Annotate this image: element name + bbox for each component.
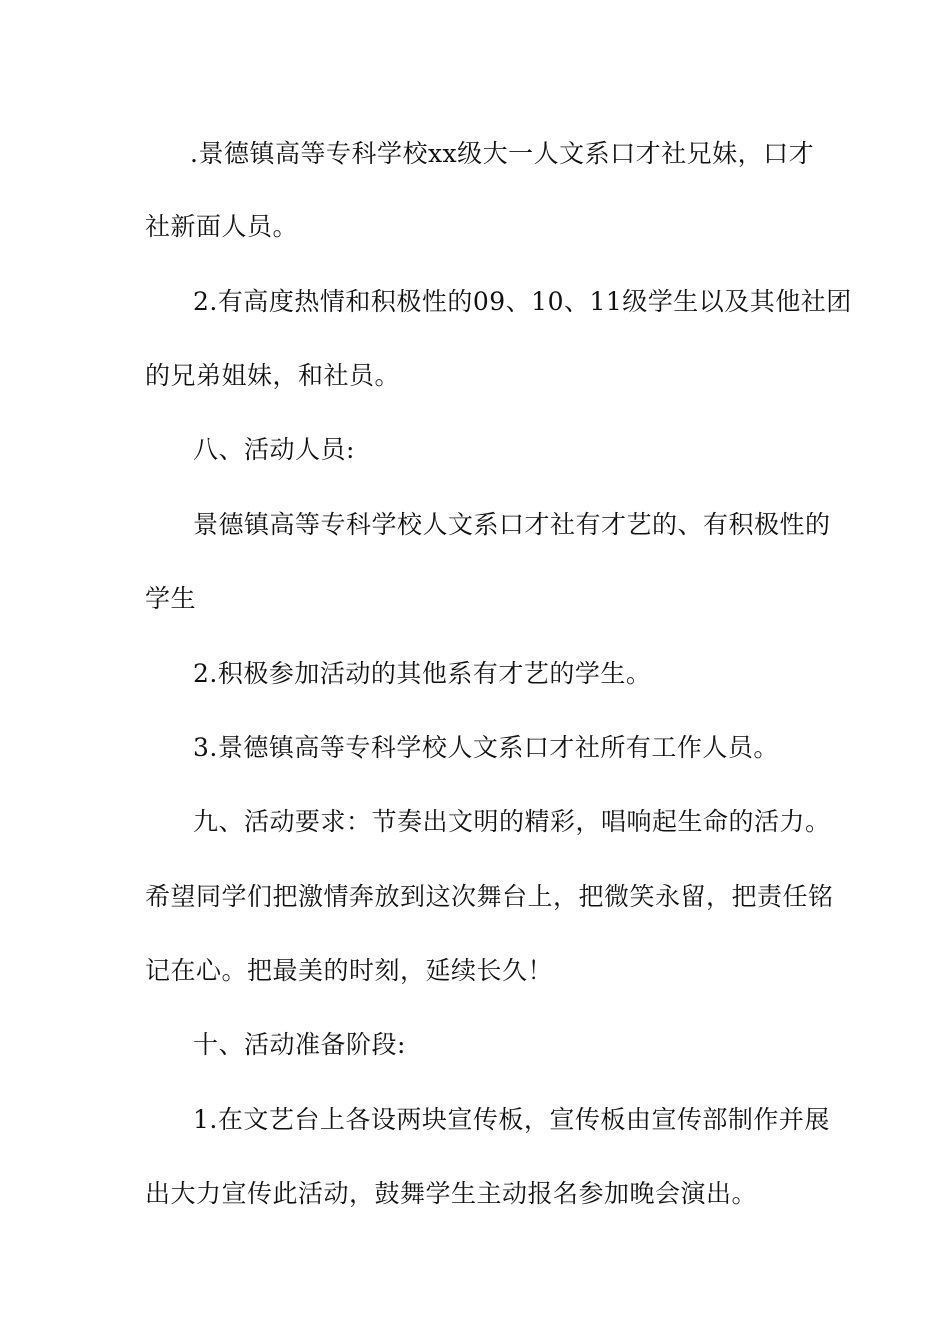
paragraph-line: 1.在文艺台上各设两块宣传板，宣传板由宣传部制作并展: [193, 1105, 830, 1134]
section-heading: 十、活动准备阶段:: [193, 1030, 406, 1059]
paragraph-line: 2.积极参加活动的其他系有才艺的学生。: [193, 659, 652, 688]
paragraph-line: .景德镇高等专科学校xx级大一人文系口才社兄妹，口才: [190, 139, 815, 168]
paragraph-line: 希望同学们把激情奔放到这次舞台上，把微笑永留，把责任铭: [145, 882, 834, 911]
paragraph-line: 景德镇高等专科学校人文系口才社有才艺的、有积极性的: [193, 510, 831, 539]
section-heading: 九、活动要求：节奏出文明的精彩，唱响起生命的活力。: [193, 807, 831, 836]
paragraph-line: 学生: [145, 584, 197, 613]
paragraph-line: 3.景德镇高等专科学校人文系口才社所有工作人员。: [193, 733, 779, 762]
section-heading: 八、活动人员:: [193, 435, 355, 464]
paragraph-line: 社新面人员。: [145, 212, 299, 241]
paragraph-line: 记在心。把最美的时刻，延续长久！: [145, 956, 554, 985]
paragraph-line: 2.有高度热情和积极性的09、10、11级学生以及其他社团: [193, 287, 852, 316]
paragraph-line: 的兄弟姐妹，和社员。: [145, 361, 401, 390]
paragraph-line: 出大力宣传此活动，鼓舞学生主动报名参加晚会演出。: [145, 1179, 758, 1208]
